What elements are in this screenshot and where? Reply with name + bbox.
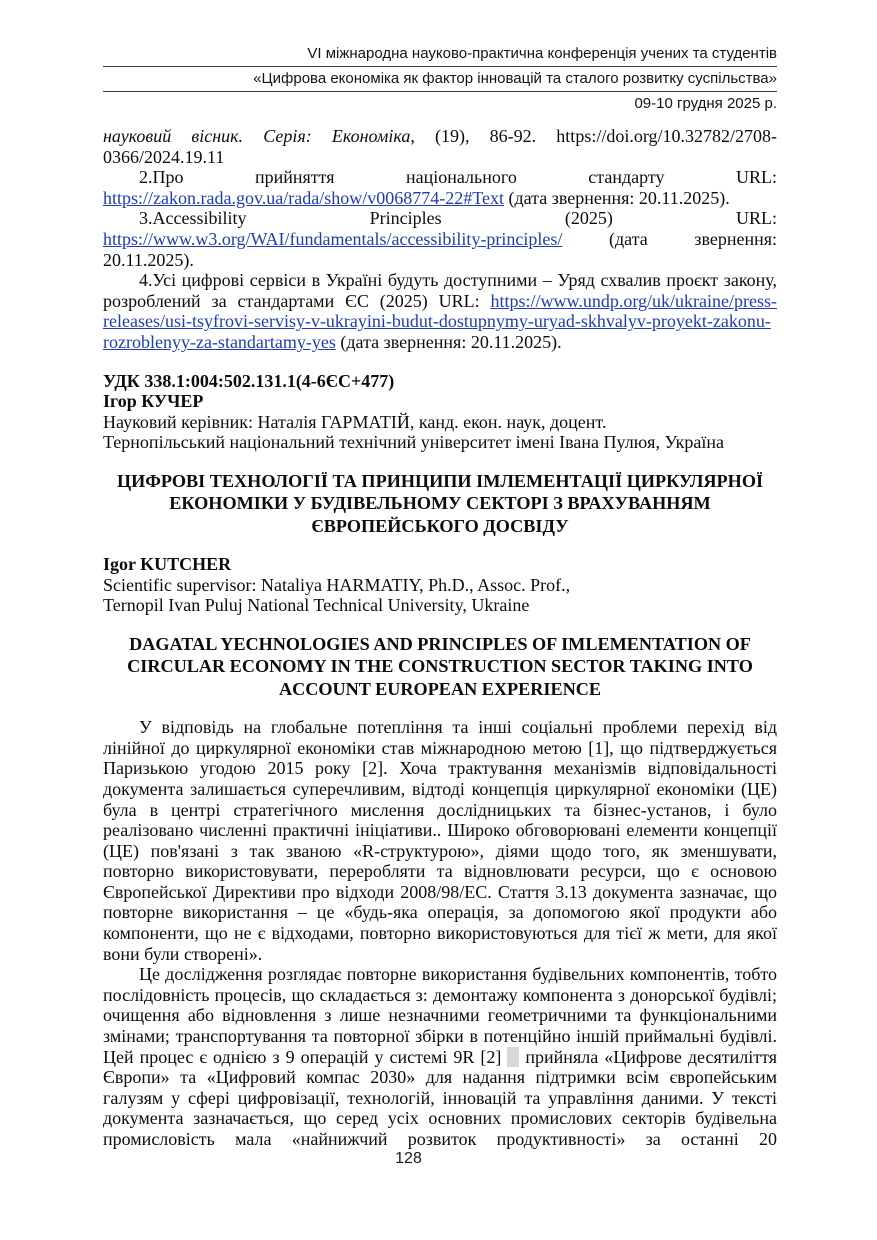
article-title-en: DAGATAL YECHNOLOGIES AND PRINCIPLES OF IMLEMENTATION OF CIRCULAR ECONOMY IN THE CONSTRUCTION SECTOR TAKING INTO ACCOUNT EUROPEAN EXPERIENCE xyxy=(127,633,753,699)
university-ua: Тернопільський національний технічний університет імені Івана Пулюя, Україна xyxy=(103,432,724,453)
hyperlink[interactable]: https://zakon.rada.gov.ua/rada/show/v0068774-22#Text xyxy=(103,187,504,208)
udc-code: УДК 338.1:004:502.131.1(4-6ЄС+477) xyxy=(103,370,395,391)
header-conference-subtitle: «Цифрова економіка як фактор інновацій та сталого розвитку суспільства» xyxy=(103,67,777,92)
text-run: науковий вісник. Серія: Економіка xyxy=(103,126,411,146)
text-run: (дата звернення: 20.11.2025). xyxy=(103,228,777,270)
text-run: Це дослідження розглядає повторне використання будівельних компонентів, тобто послідовність процесів, що складається з: демонтажу компонента з донорської будівлі; очищення або відновлення з лише незначними геометричними та функціональними змінами; транспортування та повторної збірки в потенційно іншій приймальні будівлі. Цей процес є однією з 9 операцій у системі 9R [2] xyxy=(103,964,777,1067)
page-header xyxy=(103,42,777,116)
text-run: (дата звернення: 20.11.2025). xyxy=(503,187,730,208)
text-run: У відповідь на глобальне потепління та інші соціальні проблеми перехід від лінійної до циркулярної економіки став міжнародною метою [1], що підтверджується Паризькою угодою 2015 року [2]. Хоча трактування механізмів відповідальності документа залишається суперечливим, відтоді концепція циркулярної економіки (ЦЕ) була в центрі стратегічного мислення дослідницьких та бізнес-установ, і було реалізовано численні практичні ініціативи.. Широко обговорювані елементи концепції (ЦЕ) пов'язані з так званою «R-структурою», діями щодо того, як зменшувати, повторно використовувати, переробляти та відновлювати ресурси, що є основою Європейської Директиви про відходи 2008/98/EC. Стаття 3.13 документа зазначає, що повторне використання – це «будь-яка операція, за допомогою якої продукти або компоненти, що не є відходами, повторно використовуються для тієї ж мети, для якої вони були створені». xyxy=(103,717,777,964)
header-conference-title: VI міжнародна науково-практична конференція учених та студентів xyxy=(103,42,777,67)
article-title-ua: ЦИФРОВІ ТЕХНОЛОГІЇ ТА ПРИНЦИПИ ІМЛЕМЕНТАЦІЇ ЦИРКУЛЯРНОЇ ЕКОНОМІКИ У БУДІВЕЛЬНОМУ СЕКТОРІ З ВРАХУВАННЯМ ЄВРОПЕЙСЬКОГО ДОСВІДУ xyxy=(116,470,764,536)
hyperlink[interactable]: https://www.w3.org/WAI/fundamentals/accessibility-principles/ xyxy=(103,228,563,249)
reference-item-1 xyxy=(103,126,777,167)
reference-item-2 xyxy=(103,167,777,208)
header-date: 09-10 грудня 2025 р. xyxy=(634,95,777,112)
article-meta-ua xyxy=(103,371,777,453)
text-run: (дата звернення: 20.11.2025). xyxy=(335,331,562,352)
author-name-ua: Ігор КУЧЕР xyxy=(103,391,204,412)
text-run: , (19), 86-92. https://doi.org/10.32782/2708-0366/2024.19.11 xyxy=(103,126,777,167)
text-run: прийняла «Цифрове десятиліття Європи» та «Цифровий компас 2030» для надання підтримки всім європейським галузям у сфері цифровізації, технологій, інновацій та управління даними. У тексті документа зазначається, що серед усіх основних промислових секторів будівельна промисловість мала «найнижчий розвиток продуктивності» за останні 20 xyxy=(103,1046,778,1149)
body-paragraph-2 xyxy=(103,964,777,1149)
hyperlink[interactable]: https://www.undp.org/uk/ukraine/press-releases/usi-tsyfrovi-servisy-v-ukrayini-budut-dostupnymy-uryad-skhvalyv-proyekt-zakonu-rozroblenyy-za-standartamy-yes xyxy=(103,290,777,352)
reference-item-4 xyxy=(103,270,777,352)
university-en: Ternopil Ivan Puluj National Technical University, Ukraine xyxy=(103,595,530,616)
reference-item-3 xyxy=(103,208,777,270)
supervisor-en: Scientific supervisor: Nataliya HARMATIY, Ph.D., Assoc. Prof., xyxy=(103,574,571,595)
article-body xyxy=(103,717,777,1149)
page-number: 128 xyxy=(395,1150,422,1168)
article-meta-en xyxy=(103,554,777,616)
text-run: 3.Accessibility Principles (2025) URL: xyxy=(139,208,777,229)
text-run: 4.Усі цифрові сервіси в Україні будуть доступними – Уряд схвалив проєкт закону, розроблений за стандартами ЄС (2025) URL: xyxy=(103,270,777,311)
body-paragraph-1 xyxy=(103,717,777,964)
author-name-en: Igor KUTCHER xyxy=(103,554,232,575)
references-list xyxy=(103,126,777,353)
supervisor-ua: Науковий керівник: Наталія ГАРМАТІЙ, канд. екон. наук, доцент. xyxy=(103,411,607,432)
text-run: 2.Про прийняття національного стандарту URL: xyxy=(139,167,777,188)
highlighted-text xyxy=(507,1047,519,1067)
